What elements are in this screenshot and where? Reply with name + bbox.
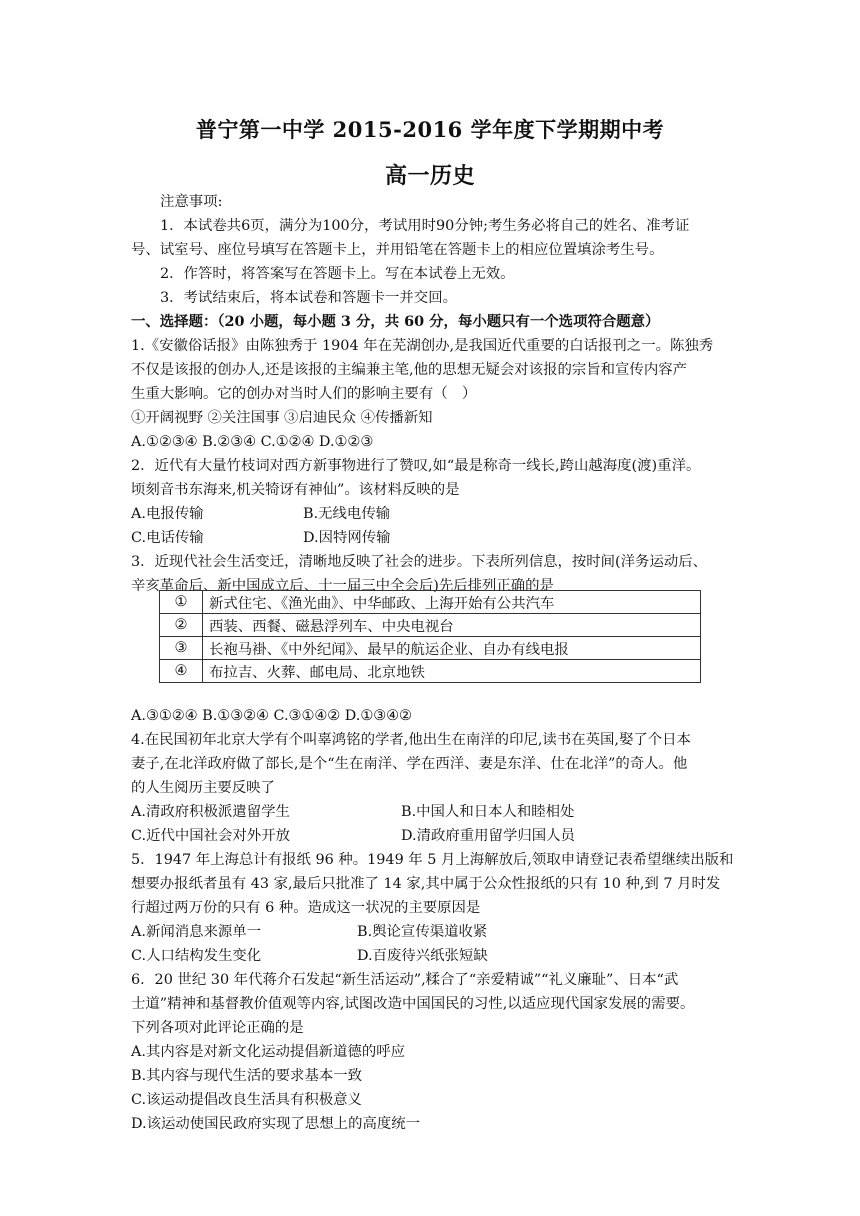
section-heading: 一、选择题：（20 小题，每小题 3 分，共 60 分，每小题只有一个选项符合题意） — [131, 313, 660, 330]
q2-option-d: D.因特网传输 — [303, 530, 391, 546]
q6-option-d: D.该运动使国民政府实现了思想上的高度统一 — [131, 1116, 421, 1132]
table-cell-text: 新式住宅、《渔光曲》、中华邮政、上海开始有公共汽车 — [203, 591, 701, 614]
q2-options-row — [131, 526, 731, 550]
q6-text: 下列各项对此评论正确的是 — [131, 1020, 304, 1036]
notice-item-1-cont: 号、试室号、座位号填写在答题卡上，并用铅笔在答题卡上的相应位置填涂考生号。 — [131, 242, 664, 258]
notice-item-2: 2．作答时，将答案写在答题卡上。写在本试卷上无效。 — [160, 266, 515, 282]
table-row — [160, 614, 701, 637]
table-cell-text: 布拉吉、火葬、邮电局、北京地铁 — [203, 660, 701, 683]
q3-options: A.③①②④ B.①③②④ C.③①④② D.①③④② — [131, 708, 412, 724]
q1-text: 生重大影响。它的创办对当时人们的影响主要有（ ） — [131, 386, 477, 402]
q2-option-a: A.电报传输 — [131, 506, 204, 522]
q1-text: 不仅是该报的创办人,还是该报的主编兼主笔,他的思想无疑会对该报的宗旨和宣传内容产 — [131, 362, 687, 378]
q4-text: 妻子,在北洋政府做了部长,是个“生在南洋、学在西洋、妻是东洋、仕在北洋”的奇人。他 — [131, 756, 688, 772]
table-row — [160, 660, 701, 683]
q6-text: 士道”精神和基督教价值观等内容,试图改造中国国民的习性,以适应现代国家发展的需要。 — [131, 996, 695, 1012]
q4-option-a: A.清政府积极派遣留学生 — [131, 804, 290, 820]
q5-text: 行超过两万份的只有 6 种。造成这一状况的主要原因是 — [131, 900, 481, 916]
q1-text: 1.《安徽俗话报》由陈独秀于 1904 年在芜湖创办,是我国近代重要的白话报刊之一。陈独秀 — [131, 338, 714, 354]
q4-option-b: B.中国人和日本人和睦相处 — [401, 804, 575, 820]
table-cell-num: ③ — [160, 637, 203, 660]
table-row — [160, 591, 701, 614]
table-row — [160, 637, 701, 660]
table-cell-num: ① — [160, 591, 203, 614]
q4-option-d: D.清政府重用留学归国人员 — [401, 828, 575, 844]
table-cell-text: 长袍马褂、《中外纪闻》、最早的航运企业、自办有线电报 — [203, 637, 701, 660]
q5-options-row — [131, 920, 731, 944]
q1-items: ①开阔视野 ②关注国事 ③启迪民众 ④传播新知 — [131, 410, 433, 426]
q2-text: 顷刻音书东海来,机关犄讶有神仙”。该材料反映的是 — [131, 482, 460, 498]
q4-option-c: C.近代中国社会对外开放 — [131, 828, 290, 844]
q5-option-a: A.新闻消息来源单一 — [131, 924, 262, 940]
q3-text: 辛亥革命后、新中国成立后、十一届三中全会后)先后排列正确的是 — [131, 578, 554, 594]
q5-options-row — [131, 944, 731, 968]
q2-text: 2．近代有大量竹枝词对西方新事物进行了赞叹,如“最是称奇一线长,跨山越海度(渡)重洋。 — [131, 458, 701, 474]
questions-block — [131, 704, 734, 1136]
exam-subtitle: 高一历史 — [384, 163, 475, 189]
q4-options-row — [131, 800, 731, 824]
q5-text: 想要办报纸者虽有 43 家,最后只批准了 14 家,其中属于公众性报纸的只有 10 种,到 7 月时发 — [131, 876, 721, 892]
notice-item-1: 1．本试卷共6页，满分为100分，考试用时90分钟;考生务必将自己的姓名、准考证 — [160, 218, 690, 234]
q6-text: 6．20 世纪 30 年代蒋介石发起“新生活运动”,糅合了“亲爱精诚”“礼义廉耻”、日本“武 — [131, 972, 679, 988]
notice-block — [131, 190, 731, 598]
q3-table — [159, 590, 701, 683]
q5-option-c: C.人口结构发生变化 — [131, 948, 262, 964]
q5-text: 5．1947 年上海总计有报纸 96 种。1949 年 5 月上海解放后,领取申请登记表希望继续出版和 — [131, 852, 734, 868]
q5-option-b: B.舆论宣传渠道收紧 — [357, 924, 488, 940]
q6-option-c: C.该运动提倡改良生活具有积极意义 — [131, 1092, 362, 1108]
q4-text: 4.在民国初年北京大学有个叫辜鸿铭的学者,他出生在南洋的印尼,读书在英国,娶了个日本 — [131, 732, 691, 748]
notice-item-3: 3．考试结束后，将本试卷和答题卡一并交回。 — [160, 290, 457, 306]
table-cell-text: 西装、西餐、磁悬浮列车、中央电视台 — [203, 614, 701, 637]
notice-heading: 注意事项: — [160, 194, 223, 210]
q3-text: 3．近现代社会生活变迁，清晰地反映了社会的进步。下表所列信息，按时间(洋务运动后、 — [131, 554, 708, 570]
q6-option-a: A.其内容是对新文化运动提倡新道德的呼应 — [131, 1044, 405, 1060]
q4-text: 的人生阅历主要反映了 — [131, 780, 275, 796]
exam-title: 普宁第一中学 2015-2016 学年度下学期期中考 — [195, 117, 665, 142]
q2-option-c: C.电话传输 — [131, 530, 204, 546]
q4-options-row — [131, 824, 731, 848]
q5-option-d: D.百废待兴纸张短缺 — [357, 948, 488, 964]
q2-option-b: B.无线电传输 — [303, 506, 391, 522]
q2-options-row — [131, 502, 731, 526]
q1-options: A.①②③④ B.②③④ C.①②④ D.①②③ — [131, 434, 374, 450]
table-cell-num: ④ — [160, 660, 203, 683]
table-cell-num: ② — [160, 614, 203, 637]
q6-option-b: B.其内容与现代生活的要求基本一致 — [131, 1068, 363, 1084]
